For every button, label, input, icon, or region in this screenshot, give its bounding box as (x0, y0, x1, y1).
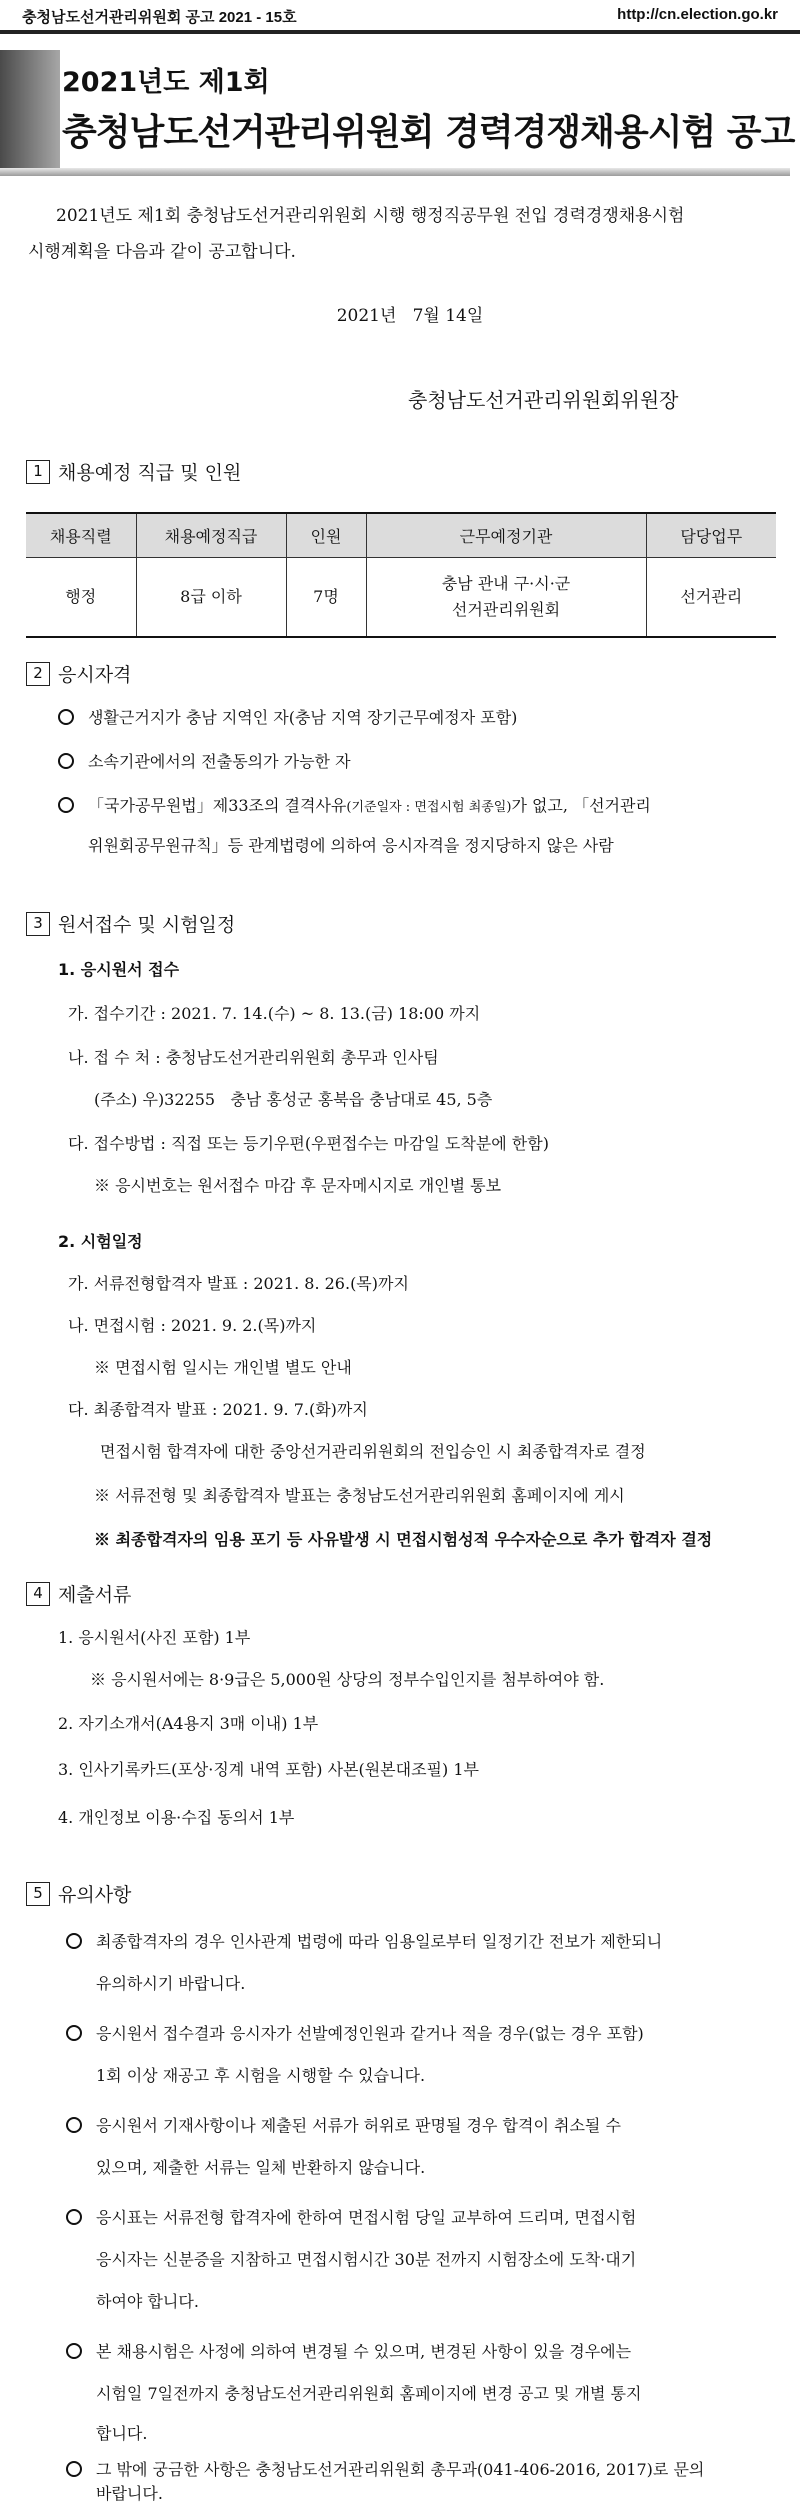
section-1-heading (26, 458, 241, 485)
circle-bullet-icon (66, 1933, 82, 1949)
col-org: 근무예정기관 (366, 513, 646, 557)
notice-item: 응시원서 접수결과 응시자가 선발예정인원과 같거나 적을 경우(없는 경우 포함) (66, 2022, 644, 2046)
notice-item-cont: 응시자는 신분증을 지참하고 면접시험시간 30분 전까지 시험장소에 도착·대기 (96, 2250, 637, 2269)
cell-series: 행정 (26, 557, 136, 637)
notice-item: 본 채용시험은 사정에 의하여 변경될 수 있으며, 변경된 사항이 있을 경우에는 (66, 2340, 631, 2364)
application-method: 다. 접수방법 : 직접 또는 등기우편(우편접수는 마감일 도착분에 한함) (68, 1134, 549, 1153)
note-exam-number: ※ 응시번호는 원서접수 마감 후 문자메시지로 개인별 통보 (94, 1176, 502, 1195)
title-underline (0, 168, 790, 176)
notice-item-cont: 있으며, 제출한 서류는 일체 반환하지 않습니다. (96, 2158, 426, 2177)
interview-date: 나. 면접시험 : 2021. 9. 2.(목)까지 (68, 1316, 317, 1335)
qualification-item: 「국가공무원법」제33조의 결격사유(기준일자 : 면접시험 최종일)가 없고, 「선거관리 (58, 794, 651, 820)
circle-bullet-icon (66, 2025, 82, 2041)
note-announcement: ※ 서류전형 및 최종합격자 발표는 충청남도선거관리위원회 홈페이지에 게시 (94, 1486, 625, 1505)
notice-item: 응시표는 서류전형 합격자에 한하여 면접시험 당일 교부하여 드리며, 면접시험 (66, 2206, 636, 2230)
cell-grade: 8급 이하 (136, 557, 286, 637)
cell-duty: 선거관리 (646, 557, 776, 637)
qualification-item: 생활근거지가 충남 지역인 자(충남 지역 장기근무예정자 포함) (58, 706, 517, 730)
cell-org (366, 557, 646, 637)
application-period: 가. 접수기간 : 2021. 7. 14.(수) ~ 8. 13.(금) 18:00 까지 (68, 1004, 481, 1023)
section-5-heading (26, 1880, 131, 1907)
qualification-item: 소속기관에서의 전출동의가 가능한 자 (58, 750, 351, 774)
notice-item: 응시원서 기재사항이나 제출된 서류가 허위로 판명될 경우 합격이 취소될 수 (66, 2114, 621, 2138)
recruitment-table (26, 512, 776, 638)
section-5-title: 유의사항 (58, 1884, 132, 1906)
final-result-date: 다. 최종합격자 발표 : 2021. 9. 7.(화)까지 (68, 1400, 368, 1419)
note-additional-pass: ※ 최종합격자의 임용 포기 등 사유발생 시 면접시험성적 우수자순으로 추가 합격자 결정 (94, 1530, 713, 1549)
document-result-date: 가. 서류전형합격자 발표 : 2021. 8. 26.(목)까지 (68, 1274, 409, 1293)
page-title: 충청남도선거관리위원회 경력경쟁채용시험 공고 (62, 112, 795, 153)
section-1-title: 채용예정 직급 및 인원 (58, 462, 242, 484)
section-number-box: 1 (26, 460, 50, 484)
sub-heading-application: 1. 응시원서 접수 (58, 960, 180, 979)
sub-heading-schedule: 2. 시험일정 (58, 1232, 143, 1251)
section-number-box: 4 (26, 1582, 50, 1606)
notice-item-cont: 시험일 7일전까지 충청남도선거관리위원회 홈페이지에 변경 공고 및 개별 통지 (96, 2384, 642, 2403)
col-grade: 채용예정직급 (136, 513, 286, 557)
title-line-1: 2021년도 제1회 (62, 67, 270, 98)
qualification-item-cont: 위원회공무원규칙」등 관계법령에 의하여 응시자격을 정지당하지 않은 사람 (88, 836, 614, 855)
document-item: 4. 개인정보 이용·수집 동의서 1부 (58, 1808, 295, 1827)
header-rule (0, 30, 800, 34)
intro-line-1: 2021년도 제1회 충청남도선거관리위원회 시행 행정직공무원 전입 경력경쟁채용시험 (56, 206, 685, 226)
section-number-box: 2 (26, 662, 50, 686)
website-url[interactable]: http://cn.election.go.kr (617, 6, 778, 23)
note-interview: ※ 면접시험 일시는 개인별 별도 안내 (94, 1358, 352, 1377)
signer: 충청남도선거관리위원회위원장 (408, 388, 679, 412)
notice-number: 충청남도선거관리위원회 공고 2021 - 15호 (22, 9, 297, 26)
section-4-heading (26, 1580, 131, 1607)
notice-item-cont: 유의하시기 바랍니다. (96, 1974, 246, 1993)
application-place: 나. 접 수 처 : 충청남도선거관리위원회 총무과 인사팀 (68, 1048, 439, 1067)
document-item: 3. 인사기록카드(포상·징계 내역 포함) 사본(원본대조필) 1부 (58, 1760, 479, 1779)
cell-org-line-1: 충남 관내 구·시·군 (441, 573, 571, 593)
notice-item: 그 밖에 궁금한 사항은 충청남도선거관리위원회 총무과(041-406-2016, 2017)로 문의 (66, 2458, 704, 2482)
title-block (0, 50, 800, 176)
document-item-note: ※ 응시원서에는 8·9급은 5,000원 상당의 정부수입인지를 첨부하여야 함. (90, 1670, 605, 1689)
intro-line-2: 시행계획을 다음과 같이 공고합니다. (28, 242, 296, 262)
section-number-box: 5 (26, 1882, 50, 1906)
notice-item-cont: 하여야 합니다. (96, 2292, 199, 2311)
col-series: 채용직렬 (26, 513, 136, 557)
notice-item-cont: 바랍니다. (96, 2484, 163, 2503)
document-item: 1. 응시원서(사진 포함) 1부 (58, 1628, 251, 1647)
final-result-detail: 면접시험 합격자에 대한 중앙선거관리위원회의 전입승인 시 최종합격자로 결정 (100, 1442, 646, 1461)
circle-bullet-icon (66, 2343, 82, 2359)
section-4-title: 제출서류 (58, 1584, 132, 1606)
notice-item-cont: 1회 이상 재공고 후 시험을 시행할 수 있습니다. (96, 2066, 426, 2085)
notice-date: 2021년 7월 14일 (336, 306, 484, 326)
section-3-title: 원서접수 및 시험일정 (58, 914, 236, 936)
col-duty: 담당업무 (646, 513, 776, 557)
cell-count: 7명 (286, 557, 366, 637)
section-number-box: 3 (26, 912, 50, 936)
section-3-heading (26, 910, 235, 937)
notice-item: 최종합격자의 경우 인사관계 법령에 따라 임용일로부터 일정기간 전보가 제한되니 (66, 1930, 662, 1954)
circle-bullet-icon (66, 2461, 82, 2477)
circle-bullet-icon (58, 753, 74, 769)
col-count: 인원 (286, 513, 366, 557)
table-row (26, 557, 776, 637)
circle-bullet-icon (58, 709, 74, 725)
document-item: 2. 자기소개서(A4용지 3매 이내) 1부 (58, 1714, 319, 1733)
application-address: (주소) 우)32255 충남 홍성군 홍북읍 충남대로 45, 5층 (94, 1090, 493, 1109)
circle-bullet-icon (66, 2117, 82, 2133)
circle-bullet-icon (58, 797, 74, 813)
section-2-heading (26, 660, 131, 687)
section-2-title: 응시자격 (58, 664, 132, 686)
cell-org-line-2: 선거관리위원회 (451, 599, 561, 619)
reference-date-note: (기준일자 : 면접시험 최종일) (346, 800, 512, 815)
circle-bullet-icon (66, 2209, 82, 2225)
document-header (0, 0, 800, 30)
notice-item-cont: 합니다. (96, 2424, 148, 2443)
